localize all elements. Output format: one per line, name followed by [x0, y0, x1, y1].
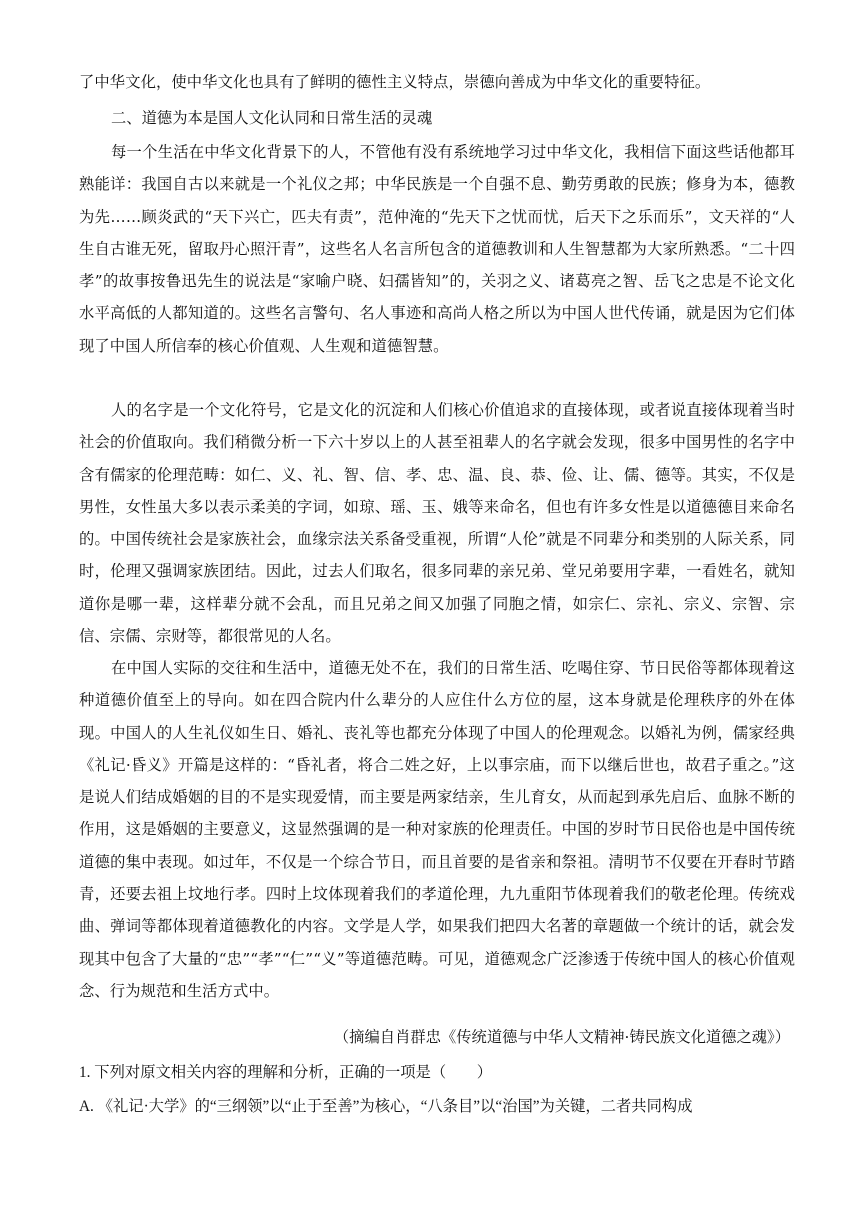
source-citation: （摘编自肖群忠《传统道德与中华人文精神·铸民族文化道德之魂》）: [333, 1028, 790, 1046]
paragraph-2: 人的名字是一个文化符号，它是文化的沉淀和人们核心价值追求的直接体现，或者说直接体现着当时社会的价值取向。我们稍微分析一下六十岁以上的人甚至祖辈人的名字就会发现，很多中国男性的名字中含有儒家的伦理范畴：如仁、义、礼、智、信、孝、忠、温、良、恭、俭、让、儒、德等。其实，不仅是男性，女性虽大多以表示柔美的字词，如琼、瑶、玉、娥等来命名，但也有许多女性是以道德德目来命名的。中国传统社会是家族社会，血缘宗法关系备受重视，所谓“人伦”就是不同辈分和类别的人际关系，同时，伦理又强调家族团结。因此，过去人们取名，很多同辈的亲兄弟、堂兄弟要用字辈，一看姓名，就知道你是哪一辈，这样辈分就不会乱，而且兄弟之间又加强了同胞之情，如宗仁、宗礼、宗义、宗智、宗信、宗儒、宗财等，都很常见的人名。: [79, 401, 795, 646]
option-a: A. 《礼记·大学》的“三纲领”以“止于至善”为核心，“八条目”以“治国”为关键，二者共同构成: [79, 1098, 693, 1115]
question-1-stem: 1. 下列对原文相关内容的理解和分析，正确的一项是（ ）: [79, 1064, 493, 1081]
continuation-paragraph: 了中华文化，使中华文化也具有了鲜明的德性主义特点，崇德向善成为中华文化的重要特征。: [79, 73, 711, 91]
section-heading: 二、道德为本是国人文化认同和日常生活的灵魂: [111, 109, 433, 127]
paragraph-1: 每一个生活在中华文化背景下的人，不管他有没有系统地学习过中华文化，我相信下面这些话他都耳熟能详：我国自古以来就是一个礼仪之邦；中华民族是一个自强不息、勤劳勇敢的民族；修身为本，德教为先……顾炎武的“天下兴亡，匹夫有责”，范仲淹的“先天下之忧而忧，后天下之乐而乐”，文天祥的“人生自古谁无死，留取丹心照汗青”，这些名人名言所包含的道德教训和人生智慧都为大家所熟悉。“二十四孝”的故事按鲁迅先生的说法是“家喻户晓、妇孺皆知”的，关羽之义、诸葛亮之智、岳飞之忠是不论文化水平高低的人都知道的。这些名言警句、名人事迹和高尚人格之所以为中国人世代传诵，就是因为它们体现了中国人所信奉的核心价值观、人生观和道德智慧。: [79, 143, 795, 355]
paragraph-3: 在中国人实际的交往和生活中，道德无处不在，我们的日常生活、吃喝住穿、节日民俗等都体现着这种道德价值至上的导向。如在四合院内什么辈分的人应住什么方位的屋，这本身就是伦理秩序的外在体现。中国人的人生礼仪如生日、婚礼、丧礼等也都充分体现了中国人的伦理观念。以婚礼为例，儒家经典《礼记·昏义》开篇是这样的：“昏礼者，将合二姓之好，上以事宗庙，而下以继后世也，故君子重之。”这是说人们结成婚姻的目的不是实现爱情，而主要是两家结亲，生儿育女，从而起到承先启后、血脉不断的作用，这是婚姻的主要意义，这显然强调的是一种对家族的伦理责任。中国的岁时节日民俗也是中国传统道德的集中表现。如过年，不仅是一个综合节日，而且首要的是省亲和祭祖。清明节不仅要在开春时节踏青，还要去祖上坟地行孝。四时上坟体现着我们的孝道伦理，九九重阳节体现着我们的敬老伦理。传统戏曲、弹词等都体现着道德教化的内容。文学是人学，如果我们把四大名著的章题做一个统计的话，就会发现其中包含了大量的“忠”“孝”“仁”“义”等道德范畴。可见，道德观念广泛渗透于传统中国人的核心价值观念、行为规范和生活方式中。: [79, 659, 795, 1000]
